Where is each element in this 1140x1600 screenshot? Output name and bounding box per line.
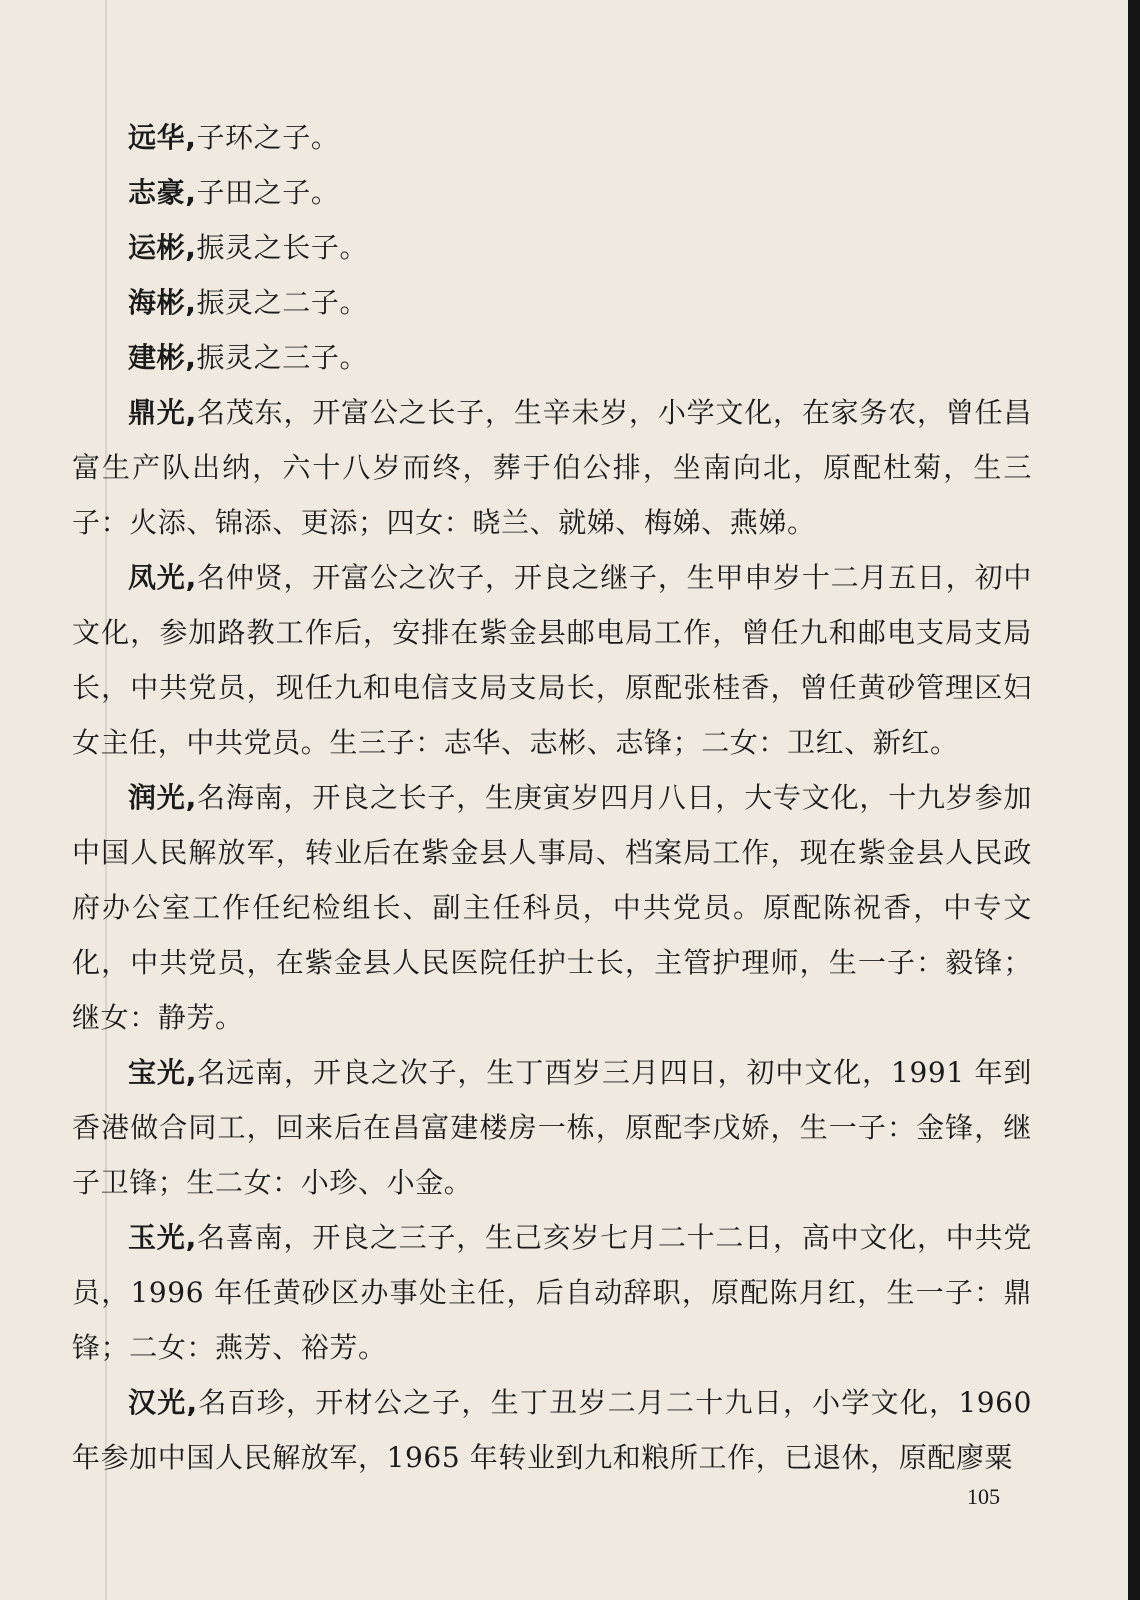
entry-haibin xyxy=(72,275,1032,330)
entry-name: 润光, xyxy=(128,781,197,814)
entry-jianbin xyxy=(72,330,1032,385)
entry-text: 名海南，开良之长子，生庚寅岁四月八日，大专文化，十九岁参加中国人民解放军，转业后在紫金县人事局、档案局工作，现在紫金县人民政府办公室工作任纪检组长、副主任科员，中共党员。原配陈祝香，中专文化，中共党员，在紫金县人民医院任护士长，主管护理师，生一子：毅锋；继女：静芳。 xyxy=(72,781,1033,1034)
entry-fengguang xyxy=(72,550,1032,770)
entry-name: 玉光, xyxy=(128,1221,197,1254)
entry-name: 运彬, xyxy=(128,231,197,264)
entry-name: 宝光, xyxy=(128,1056,198,1089)
entry-name: 海彬, xyxy=(128,286,197,319)
entry-text: 名喜南，开良之三子，生己亥岁七月二十二日，高中文化，中共党员，1996 年任黄砂区办事处主任，后自动辞职，原配陈月红，生一子：鼎锋；二女：燕芳、裕芳。 xyxy=(72,1221,1033,1364)
entry-runguang xyxy=(72,770,1032,1045)
entry-zhihao xyxy=(72,165,1032,220)
entry-yuguang xyxy=(72,1210,1032,1375)
entry-text: 名百珍，开材公之子，生丁丑岁二月二十九日，小学文化，1960 年参加中国人民解放军，1965 年转业到九和粮所工作，已退休，原配廖粟 xyxy=(72,1386,1032,1474)
entry-name: 鼎光, xyxy=(128,396,197,429)
entry-dingguang xyxy=(72,385,1032,550)
entry-name: 远华, xyxy=(128,121,197,154)
entry-yunbin xyxy=(72,220,1032,275)
entry-yuanhua xyxy=(72,110,1032,165)
entry-text: 子环之子。 xyxy=(196,121,340,154)
entry-text: 振灵之长子。 xyxy=(196,231,369,264)
entry-text: 名茂东，开富公之长子，生辛未岁，小学文化，在家务农，曾任昌富生产队出纳，六十八岁而终，葬于伯公排，坐南向北，原配杜菊，生三子：火添、锦添、更添；四女：晓兰、就娣、梅娣、燕娣。 xyxy=(72,396,1033,539)
entry-name: 汉光, xyxy=(128,1386,198,1419)
entry-text: 振灵之二子。 xyxy=(196,286,369,319)
entry-name: 建彬, xyxy=(128,341,197,374)
entry-hanguang xyxy=(72,1375,1032,1485)
entry-baoguang xyxy=(72,1045,1032,1210)
entry-name: 志豪, xyxy=(128,176,197,209)
page-number: 105 xyxy=(967,1484,1000,1509)
entry-text: 子田之子。 xyxy=(196,176,340,209)
entry-text: 名远南，开良之次子，生丁酉岁三月四日，初中文化，1991 年到香港做合同工，回来后在昌富建楼房一栋，原配李戊娇，生一子：金锋，继子卫锋；生二女：小珍、小金。 xyxy=(72,1056,1032,1199)
genealogy-text xyxy=(72,110,1032,1485)
entry-name: 凤光, xyxy=(128,561,197,594)
entry-text: 名仲贤，开富公之次子，开良之继子，生甲申岁十二月五日，初中文化，参加路教工作后，安排在紫金县邮电局工作，曾任九和邮电支局支局长，中共党员，现任九和电信支局支局长，原配张桂香，曾任黄砂管理区妇女主任，中共党员。生三子：志华、志彬、志锋；二女：卫红、新红。 xyxy=(72,561,1033,759)
entry-text: 振灵之三子。 xyxy=(196,341,369,374)
